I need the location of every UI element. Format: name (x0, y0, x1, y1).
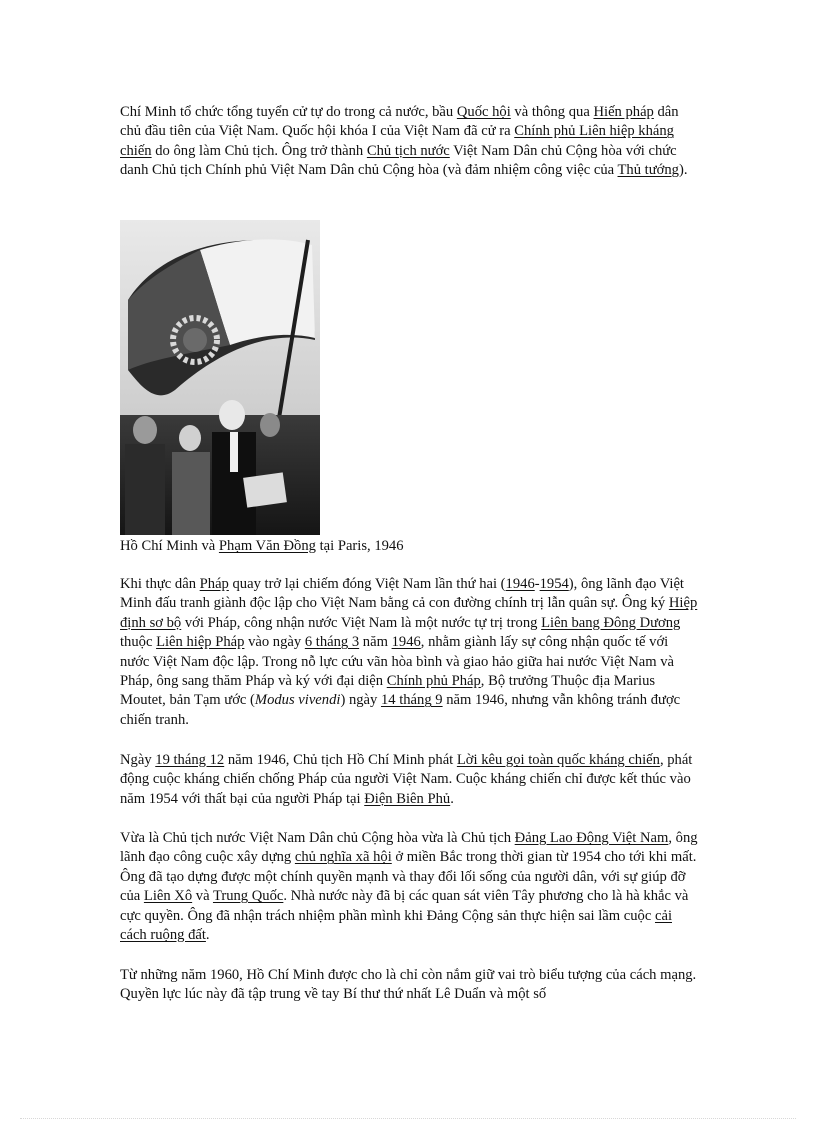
paragraph-5 (120, 966, 700, 1005)
link-lien-hiep-phap[interactable]: Liên hiệp Pháp (156, 634, 245, 651)
link-quoc-hoi[interactable]: Quốc hội (456, 104, 511, 120)
text: năm (359, 634, 392, 651)
link-lien-xo[interactable]: Liên Xô (143, 888, 193, 905)
link-hien-phap[interactable]: Hiến pháp (593, 104, 654, 120)
text: , nhằm giành lấy sự công nhận quốc tế với nước Việt Nam độc lập. Trong nỗ lực cứu vãn hòa bình và giao hảo giữa hai nước Việt Nam và Pháp, ông sang thăm Pháp và ký với đại diện (120, 634, 675, 690)
text: với Pháp, công nhận nước Việt Nam là một nước tự trị trong (181, 614, 542, 631)
text: Vừa là Chủ tịch nước Việt Nam Dân chủ Cộng hòa vừa là Chủ tịch (120, 830, 515, 846)
paragraph-3 (120, 751, 700, 809)
page-footer-rule (20, 1118, 796, 1119)
text: ở miền Bắc trong thời gian từ 1954 cho tới khi mất. Ông đã tạo dựng được một chính quyền mạnh và thay đổi lối sống của người dân, với sự giúp đỡ của (120, 849, 697, 905)
link-chu-tich-nuoc[interactable]: Chủ tịch nước (366, 142, 450, 159)
text: thuộc (120, 634, 157, 651)
link-1954[interactable]: 1954 (539, 576, 569, 592)
link-lien-bang-dong-duong[interactable]: Liên bang Đông Dương (541, 614, 681, 631)
text: ), ông lãnh đạo Việt Minh đấu tranh giành độc lập cho Việt Nam bằng cả con đường chính trị lẫn quân sự. Ông ký (120, 576, 684, 612)
link-1946-year[interactable]: 1946 (391, 634, 421, 651)
text: . (205, 927, 210, 944)
link-chinh-phu-lien-hiep[interactable]: Chính phủ Liên hiệp kháng chiến (120, 123, 674, 159)
text: vào ngày (244, 634, 305, 651)
link-chinh-phu-phap[interactable]: Chính phủ Pháp (386, 673, 481, 690)
link-phap[interactable]: Pháp (199, 576, 229, 592)
link-hiep-dinh-so-bo[interactable]: Hiệp định sơ bộ (120, 595, 698, 631)
text: năm 1946, Chủ tịch Hồ Chí Minh phát (224, 752, 457, 768)
text: quay trở lại chiếm đóng Việt Nam lần thứ hai ( (228, 576, 506, 592)
text: Hồ Chí Minh và (120, 538, 219, 554)
text: ). (678, 162, 688, 179)
link-pham-van-dong[interactable]: Phạm Văn Đồng (218, 538, 316, 554)
link-19-thang-12[interactable]: 19 tháng 12 (155, 752, 225, 768)
link-14-thang-9[interactable]: 14 tháng 9 (380, 692, 443, 709)
text: Từ những năm 1960, Hồ Chí Minh được cho là chỉ còn nắm giữ vai trò biểu tượng của cách mạng. Quyền lực lúc này đã tập trung về tay Bí thư thứ nhất Lê Duẩn và một số (120, 967, 697, 1003)
text: , Bộ trưởng Thuộc địa Marius Moutet, bản Tạm ước ( (120, 673, 656, 709)
italic-modus-vivendi: Modus vivendi (254, 692, 341, 709)
text: Khi thực dân (120, 576, 200, 592)
text: . (450, 790, 454, 807)
text: Việt Nam Dân chủ Cộng hòa với chức danh Chủ tịch Chính phủ Việt Nam Dân chủ Cộng hòa (và đảm nhiệm công việc của (120, 142, 677, 179)
text: tại Paris, 1946 (315, 538, 404, 554)
historical-photo (120, 220, 320, 535)
paragraph-2 (120, 575, 700, 730)
link-chu-nghia-xa-hoi[interactable]: chủ nghĩa xã hội (294, 849, 392, 866)
text: dân chủ đầu tiên của Việt Nam. Quốc hội khóa I của Việt Nam đã cử ra (120, 104, 679, 140)
photo-illustration (120, 220, 320, 535)
text: - (534, 576, 540, 592)
paragraph-4 (120, 829, 700, 945)
text: , ông lãnh đạo công cuộc xây dựng (120, 830, 698, 866)
text: Chí Minh tổ chức tổng tuyển cử tự do trong cả nước, bầu (120, 104, 457, 120)
link-trung-quoc[interactable]: Trung Quốc (212, 888, 284, 905)
text: . Nhà nước này đã bị các quan sát viên Tây phương cho là hà khắc và cực quyền. Ông đã nhận trách nhiệm phần mình khi Đảng Cộng sản thực hiện sai lầm cuộc (120, 888, 689, 924)
paragraph-1 (120, 103, 700, 181)
link-cai-cach-ruong-dat[interactable]: cải cách ruộng đất (120, 907, 672, 944)
link-thu-tuong[interactable]: Thủ tướng (617, 162, 679, 179)
text: và (192, 888, 213, 905)
link-loi-keu-goi[interactable]: Lời kêu gọi toàn quốc kháng chiến (456, 752, 660, 768)
text: năm 1946, nhưng vẫn không tránh được chiến tranh. (120, 692, 681, 728)
link-6-thang-3[interactable]: 6 tháng 3 (304, 634, 360, 651)
text: và thông qua (510, 104, 594, 120)
text: , phát động cuộc kháng chiến chống Pháp của người Việt Nam. Cuộc kháng chiến chỉ được kết thúc vào năm 1954 với thất bại của người Pháp tại (120, 752, 693, 807)
link-1946[interactable]: 1946 (505, 576, 535, 592)
text: ) ngày (340, 692, 381, 709)
text: Ngày (120, 752, 156, 768)
link-dien-bien-phu[interactable]: Điện Biên Phủ (364, 790, 451, 807)
link-dang-lao-dong[interactable]: Đảng Lao Động Việt Nam (514, 830, 669, 846)
photo-caption (120, 537, 700, 556)
text: do ông làm Chủ tịch. Ông trở thành (151, 142, 367, 159)
